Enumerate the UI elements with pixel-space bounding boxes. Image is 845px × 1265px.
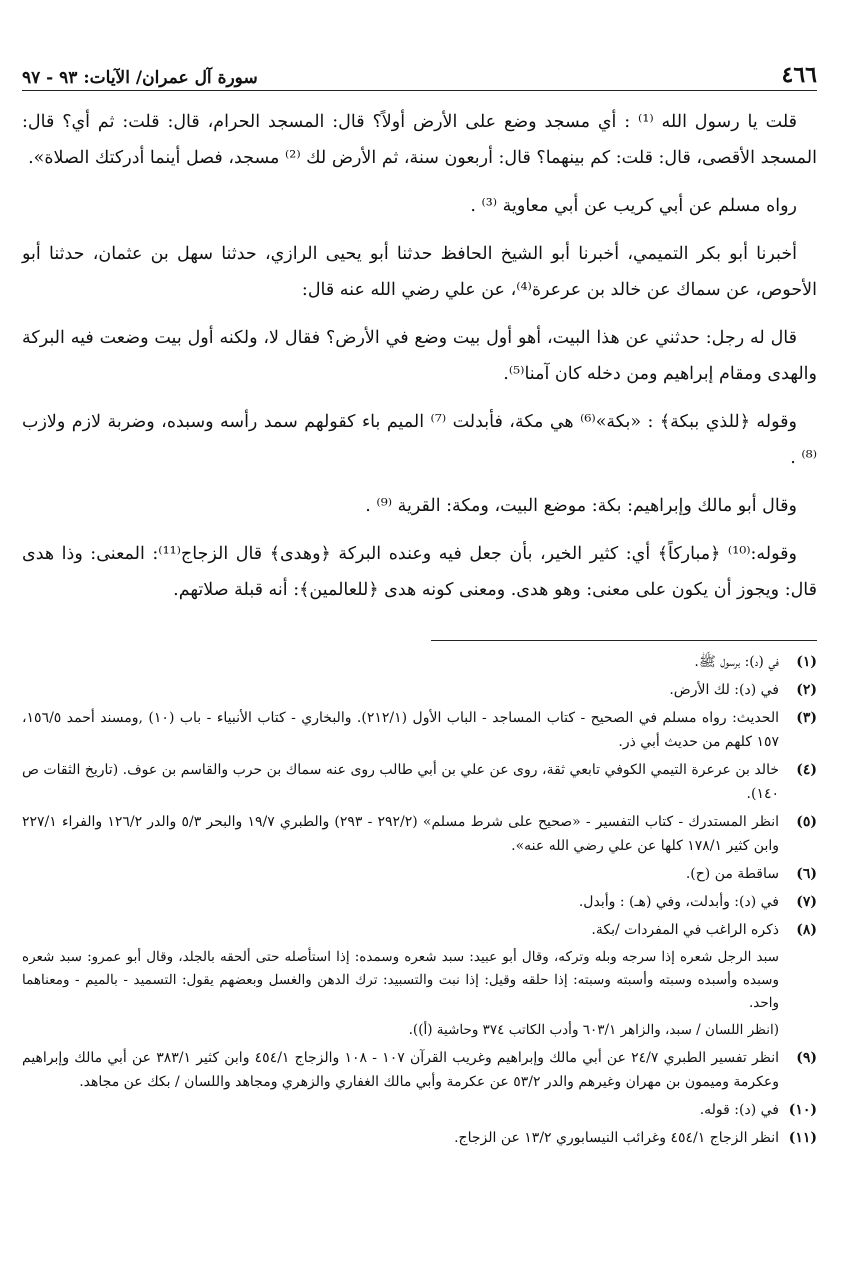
paragraph-ali-hadith: قال له رجل: حدثني عن هذا البيت، أهو أول بيت وضع في الأرض؟ فقال لا، ولكنه أول بيت وضعت فيه البركة والهدى ومقام إبراهيم ومن دخله كان آمنا⁽⁵⁾.	[22, 328, 817, 384]
footnote-number: (٤)	[796, 762, 817, 778]
footnote-separator	[431, 640, 817, 641]
footnote-number: (٣)	[796, 710, 817, 726]
footnote-text: في (د): قوله.	[699, 1102, 779, 1118]
footnote-text: في (د): لك الأرض.	[669, 682, 779, 698]
paragraph-abu-malik: وقال أبو مالك وإبراهيم: بكة: موضع البيت، ومكة: القرية ⁽⁹⁾ .	[365, 496, 797, 516]
paragraph-mubarak: وقوله:⁽¹⁰⁾ ﴿مباركاً﴾ أي: كثير الخير، بأن جعل فيه وعنده البركة ﴿وهدى﴾ قال الزجاج⁽¹¹⁾: المعنى: وذا هدى قال: ويجوز أن يكون على معنى: وهو هدى. ومعنى كونه هدى ﴿للعالمين﴾: أنه قبلة صلاتهم.	[22, 544, 817, 600]
footnote-text: انظر المستدرك - كتاب التفسير - «صحيح على شرط مسلم» (٢٩٢/٢ - ٢٩٣) والطبري ١٩/٧ والبحر ٥/٣ والدر ١٢٦/٢ والفراء ٢٢٧/١ وابن كثير ١٧٨/١ كلها عن علي رضي الله عنه».	[22, 814, 779, 854]
footnote-item	[22, 706, 817, 754]
footnote-number: (١٠)	[788, 1102, 817, 1118]
page-number: ٤٦٦	[781, 62, 817, 88]
footnote-number: (٨)	[796, 922, 817, 938]
main-text	[22, 100, 817, 620]
footnote-item	[22, 1098, 817, 1122]
footnote-item	[22, 758, 817, 806]
book-page	[22, 0, 817, 1265]
footnote-item	[22, 810, 817, 858]
footnote-8-reference: (انظر اللسان / سبد، والزاهر ٦٠٣/١ وأدب الكاتب ٣٧٤ وحاشية (أ)).	[408, 1022, 779, 1038]
footnote-text: ذكره الراغب في المفردات /بكة.	[591, 922, 779, 938]
footnote-text: في (د): برسول ﷺ.	[694, 654, 779, 670]
footnote-number: (٥)	[796, 814, 817, 830]
footnote-item	[22, 650, 817, 674]
footnote-item	[22, 678, 817, 702]
footnote-text: في (د): وأبدلت، وفي (هـ) : وأبدل.	[578, 894, 779, 910]
footnote-text: خالد بن عرعرة التيمي الكوفي تابعي ثقة، روى عن علي بن أبي طالب روى عنه سماك بن حرب والقاسم بن عوف. (تاريخ الثقات ص ١٤٠).	[22, 762, 779, 802]
footnote-text: ساقطة من (ح).	[685, 866, 779, 882]
footnote-item	[22, 862, 817, 886]
footnote-text: الحديث: رواه مسلم في الصحيح - كتاب المساجد - الباب الأول (٢١٢/١). والبخاري - كتاب الأنبياء - باب (١٠) ,ومسند أحمد ١٥٦/٥، ١٥٧ كلهم من حديث أبي ذر.	[22, 710, 779, 750]
paragraph-isnad: أخبرنا أبو بكر التميمي، أخبرنا أبو الشيخ الحافظ حدثنا أبو يحيى الرازي، حدثنا سهل بن عثمان، حدثنا أبو الأحوص، عن سماك عن خالد بن عرعرة⁽⁴⁾، عن علي رضي الله عنه قال:	[22, 244, 817, 300]
footnote-number: (٦)	[796, 866, 817, 882]
footnote-item	[22, 1126, 817, 1150]
footnote-item	[22, 1046, 817, 1094]
footnote-number: (١)	[796, 654, 817, 670]
footnote-number: (٢)	[796, 682, 817, 698]
paragraph-bakka: وقوله ﴿للذي ببكة﴾ : «بكة»⁽⁶⁾ هي مكة، فأبدلت ⁽⁷⁾ الميم باء كقولهم سمد رأسه وسبده، وضربة لازم ولازب ⁽⁸⁾ .	[22, 412, 817, 468]
paragraph-hadith: قلت يا رسول الله ⁽¹⁾ : أي مسجد وضع على الأرض أولاً؟ قال: المسجد الحرام، قال: قلت: ثم أي؟ قال: المسجد الأقصى، قال: قلت: كم بينهما؟ قال: أربعون سنة، ثم الأرض لك ⁽²⁾ مسجد، فصل أينما أدركتك الصلاة».	[22, 112, 817, 168]
running-title: سورة آل عمران/ الآيات: ٩٣ - ٩٧	[22, 68, 258, 88]
footnote-text: انظر الزجاج ٤٥٤/١ وغرائب النيسابوري ١٣/٢ عن الزجاج.	[454, 1130, 779, 1146]
footnote-item	[22, 918, 817, 942]
footnote-item	[22, 890, 817, 914]
footnote-8-explanation: سبد الرجل شعره إذا سرجه وبله وتركه، وقال أبو عبيد: سبد شعره وسمده: إذا استأصله حتى ألحقه بالجلد، وقال أبو عمرو: سبد شعره وسبده وأسبده وسبته وأسبته وسبته: إذا حلقه وقيل: إذا نبت والتسبيد: ترك الدهن والغسل وبعضهم يقول: التسميد - بالميم - ومعناهما واحد.	[22, 949, 779, 1011]
footnote-number: (١١)	[788, 1130, 817, 1146]
page-header	[22, 60, 817, 91]
footnote-number: (٧)	[796, 894, 817, 910]
footnote-number: (٩)	[796, 1050, 817, 1066]
footnotes	[22, 650, 817, 1154]
footnote-text: انظر تفسير الطبري ٢٤/٧ عن أبي مالك وإبراهيم وغريب القرآن ١٠٧ - ١٠٨ والزجاج ٤٥٤/١ وابن كثير ٣٨٣/١ عن أبي مالك وإبراهيم وعكرمة وميمون بن مهران وغيرهم والدر ٥٣/٢ عن عكرمة وأبي مالك الغفاري والزهري ومجاهد واللسان / بكك عن مجاهد.	[22, 1050, 779, 1090]
paragraph-narration: رواه مسلم عن أبي كريب عن أبي معاوية ⁽³⁾ .	[470, 196, 797, 216]
